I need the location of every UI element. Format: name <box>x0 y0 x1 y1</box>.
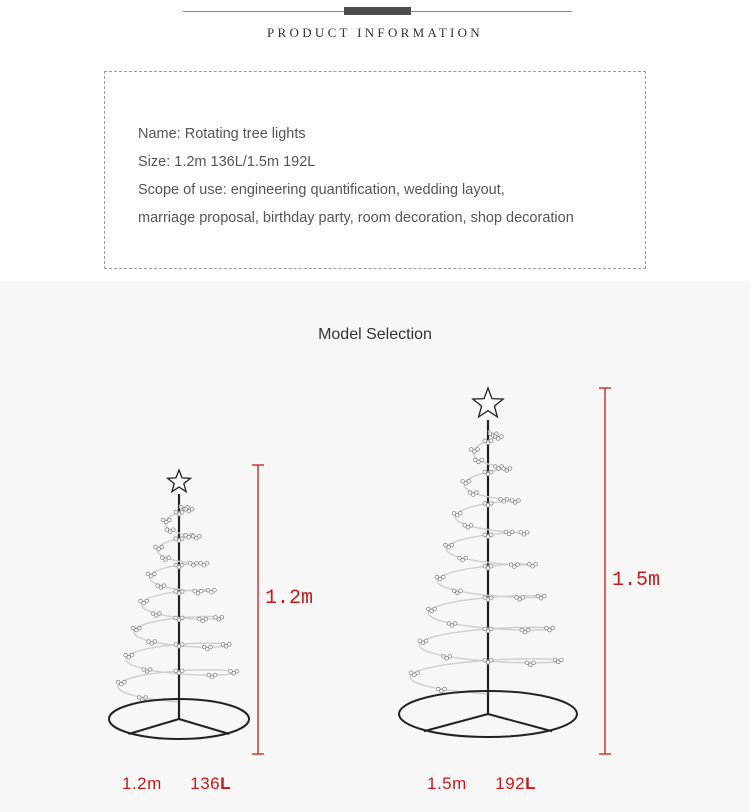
bulb-icon <box>213 673 217 677</box>
base-leg <box>488 714 552 731</box>
bulb-icon <box>180 616 184 620</box>
bulb-icon <box>453 622 457 626</box>
height-label-1-5m: 1.5m <box>612 569 661 592</box>
bulb-icon <box>180 510 184 514</box>
bulb-icon <box>220 616 224 620</box>
bulb-icon <box>153 640 157 644</box>
bulb-icon <box>416 671 420 675</box>
bulb-icon <box>469 524 473 528</box>
height-ruler-1-2m <box>252 465 264 754</box>
height-label-1-2m: 1.2m <box>265 587 314 610</box>
bulb-icon <box>195 561 199 565</box>
bulb-icon <box>180 537 184 541</box>
bulb-icon <box>144 696 148 700</box>
base-leg <box>129 719 179 734</box>
bulb-icon <box>500 435 504 439</box>
product-info-box <box>104 71 646 269</box>
bulb-icon <box>464 556 468 560</box>
bulb-icon <box>505 497 509 501</box>
bulb-icon <box>476 448 480 452</box>
bulb-icon <box>489 627 493 631</box>
bulb-icon <box>130 653 134 657</box>
base-leg <box>424 714 488 731</box>
bulb-icon <box>160 545 164 549</box>
bulb-icon <box>190 507 194 511</box>
bulb-icon <box>198 534 202 538</box>
variant-count: 136 <box>190 774 221 793</box>
bulb-icon <box>168 518 172 522</box>
bulb-icon <box>138 626 142 630</box>
bulb-icon <box>489 659 493 663</box>
model-selection-title: Model Selection <box>318 326 432 343</box>
bulb-icon <box>489 470 493 474</box>
bulb-icon <box>489 596 493 600</box>
variant-count: 192 <box>495 774 526 793</box>
bulb-icon <box>526 628 530 632</box>
bulb-icon <box>542 594 546 598</box>
bulb-icon <box>213 588 217 592</box>
section-title: PRODUCT INFORMATION <box>267 25 483 40</box>
tree-1-2m-illustration <box>109 470 249 739</box>
bulb-icon <box>521 596 525 600</box>
bulb-icon <box>148 668 152 672</box>
bulb-icon <box>467 480 471 484</box>
bulb-icon <box>180 669 184 673</box>
info-scope-continued: marriage proposal, birthday party, room decoration, shop decoration <box>138 210 574 226</box>
bulb-icon <box>158 612 162 616</box>
bulb-icon <box>511 530 515 534</box>
bulb-icon <box>180 590 184 594</box>
variant-unit: L <box>525 774 537 793</box>
bulb-icon <box>443 687 447 691</box>
bulb-icon <box>534 562 538 566</box>
bulb-icon <box>517 499 521 503</box>
bulb-icon <box>508 467 512 471</box>
star-icon <box>168 470 191 492</box>
bulb-icon <box>145 599 149 603</box>
bulb-icon <box>180 563 184 567</box>
bulb-icon <box>228 643 232 647</box>
bulb-icon <box>450 543 454 547</box>
bulb-icon <box>205 561 209 565</box>
star-icon <box>473 388 503 417</box>
bulb-icon <box>551 626 555 630</box>
variant-label-1-5m <box>427 774 536 794</box>
bulb-icon <box>525 531 529 535</box>
bulb-icon <box>516 563 520 567</box>
bulb-icon <box>489 533 493 537</box>
bulb-icon <box>209 645 213 649</box>
info-name: Name: Rotating tree lights <box>138 126 306 142</box>
bulb-icon <box>235 670 239 674</box>
bulb-icon <box>560 658 564 662</box>
bulb-icon <box>459 589 463 593</box>
bulb-icon <box>480 458 484 462</box>
height-ruler-1-5m <box>599 388 611 754</box>
bulb-icon <box>162 584 166 588</box>
variant-size: 1.2m <box>122 774 162 793</box>
model-selection-section <box>0 281 750 812</box>
bulb-icon <box>442 575 446 579</box>
bulb-icon <box>459 511 463 515</box>
bulb-icon <box>489 439 493 443</box>
bulb-icon <box>532 661 536 665</box>
bulb-icon <box>448 655 452 659</box>
bulb-icon <box>180 643 184 647</box>
bulb-icon <box>199 589 203 593</box>
tree-illustrations <box>0 281 750 812</box>
bulb-icon <box>204 617 208 621</box>
base-leg <box>179 719 229 734</box>
tree-1-5m-illustration <box>399 388 577 737</box>
info-size: Size: 1.2m 136L/1.5m 192L <box>138 154 316 170</box>
variant-unit: L <box>220 774 232 793</box>
bulb-icon <box>153 572 157 576</box>
header-accent-bar <box>344 7 411 15</box>
bulb-icon <box>123 680 127 684</box>
product-info-text <box>138 120 574 232</box>
bulb-icon <box>433 607 437 611</box>
bulb-icon <box>167 556 171 560</box>
bulb-icon <box>172 528 176 532</box>
bulb-icon <box>424 639 428 643</box>
variant-size: 1.5m <box>427 774 467 793</box>
bulb-icon <box>475 491 479 495</box>
bulb-icon <box>489 564 493 568</box>
bulb-icon <box>489 502 493 506</box>
variant-label-1-2m <box>122 774 231 794</box>
info-scope: Scope of use: engineering quantification, wedding layout, <box>138 182 505 198</box>
